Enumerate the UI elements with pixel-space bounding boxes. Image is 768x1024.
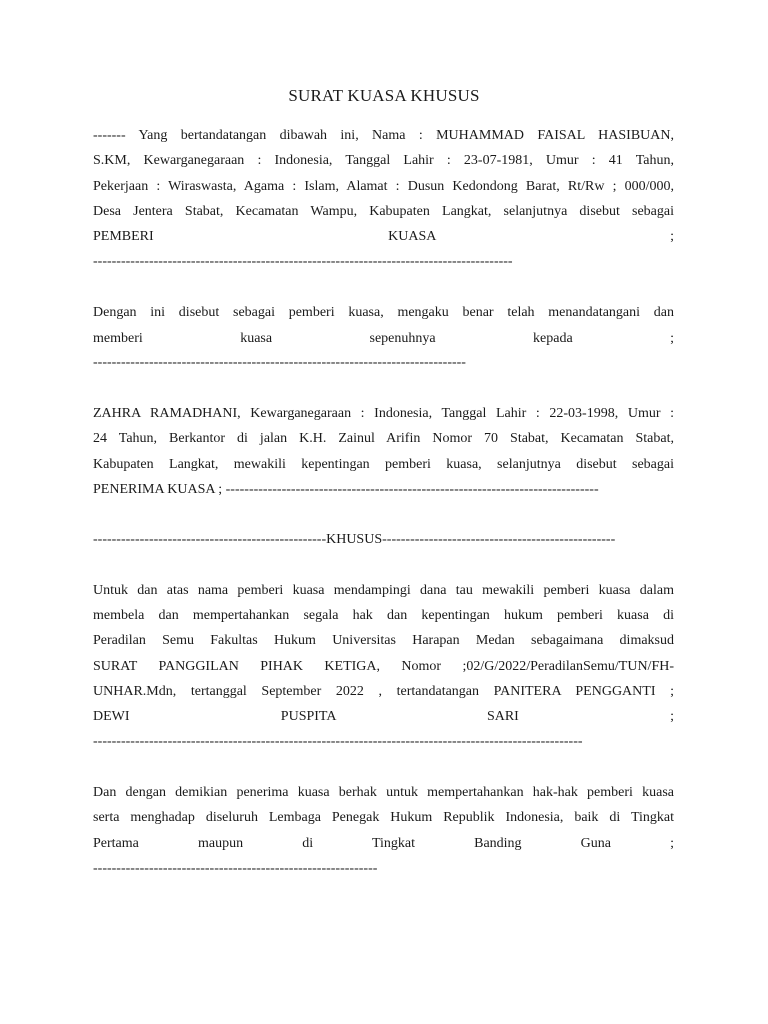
text-line: ------- Yang bertandatangan dibawah ini, Nama : MUHAMMAD FAISAL HASIBUAN, [93,128,674,143]
text-line: Untuk dan atas nama pemberi kuasa mendampingi dana tau mewakili pemberi kuasa dalam [93,583,674,598]
dash-separator: -------------------------------------------------------------------------------- [93,355,466,370]
text-line: DEWI PUSPITA SARI ; [93,709,674,724]
document-title: SURAT KUASA KHUSUS [288,86,480,105]
dash-separator: --------------------------------------------------------------------------------------------------------- [93,734,583,749]
text-line: SURAT PANGGILAN PIHAK KETIGA, Nomor ;02/G/2022/PeradilanSemu/TUN/FH- [93,659,674,674]
text-line: memberi kuasa sepenuhnya kepada ; [93,331,674,346]
text-line: ZAHRA RAMADHANI, Kewarganegaraan : Indonesia, Tanggal Lahir : 22-03-1998, Umur : [93,406,674,421]
text-line: Kabupaten Langkat, mewakili kepentingan pemberi kuasa, selanjutnya disebut sebagai [93,457,674,472]
text-line: PEMBERI KUASA ; [93,229,674,244]
text-line: serta menghadap diseluruh Lembaga Penegak Hukum Republik Indonesia, baik di Tingkat [93,810,674,825]
text-line: membela dan mempertahankan segala hak dan kepentingan hukum pemberi kuasa di [93,608,674,623]
text-line: Pertama maupun di Tingkat Banding Guna ; [93,836,674,851]
text-line: Dengan ini disebut sebagai pemberi kuasa, mengaku benar telah menandatangani dan [93,305,674,320]
text-line: PENERIMA KUASA ; -------------------------------------------------------------------------------- [93,482,599,497]
text-line: 24 Tahun, Berkantor di jalan K.H. Zainul Arifin Nomor 70 Stabat, Kecamatan Stabat, [93,431,674,446]
text-line: Pekerjaan : Wiraswasta, Agama : Islam, Alamat : Dusun Kedondong Barat, Rt/Rw ; 000/000, [93,179,674,194]
text-line: Peradilan Semu Fakultas Hukum Universitas Harapan Medan sebagaimana dimaksud [93,633,674,648]
text-line: S.KM, Kewarganegaraan : Indonesia, Tanggal Lahir : 23-07-1981, Umur : 41 Tahun, [93,153,674,168]
dash-separator: ------------------------------------------------------------- [93,861,378,876]
dash-separator: ------------------------------------------------------------------------------------------ [93,254,513,269]
text-line: UNHAR.Mdn, tertanggal September 2022 , tertandatangan PANITERA PENGGANTI ; [93,684,674,699]
text-line: Desa Jentera Stabat, Kecamatan Wampu, Kabupaten Langkat, selanjutnya disebut sebagai [93,204,674,219]
text-line: Dan dengan demikian penerima kuasa berhak untuk mempertahankan hak-hak pemberi kuasa [93,785,674,800]
section-heading-khusus: --------------------------------------------------KHUSUS-------------------------------------------------- [93,532,616,547]
